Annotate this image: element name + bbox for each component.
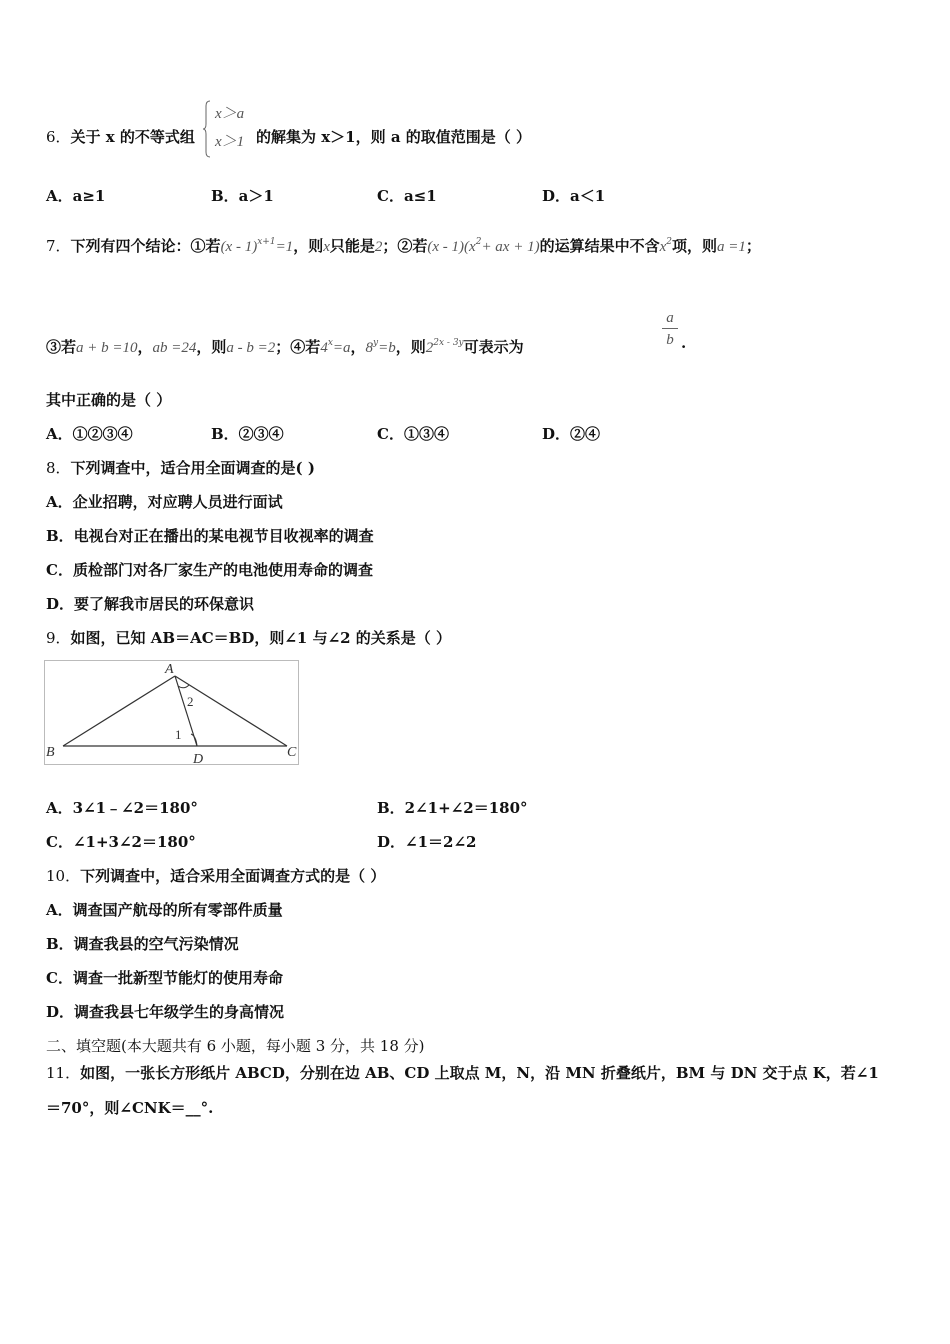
q7-fraction [662,308,678,351]
q7-option-b[interactable]: B．②③④ [211,425,284,443]
q10-option-b[interactable]: B．调查我县的空气污染情况 [46,935,239,953]
q11-line1 [46,1063,879,1083]
q7-line1 [46,232,761,257]
q6-option-b[interactable]: B．a＞1 [211,187,274,205]
q11-line2: ＝70°，则∠CNK＝__°. [46,1099,214,1117]
q7-apb: a + b =10 [76,340,138,356]
q7-expr1: (x - 1) [220,239,258,255]
q7-amb: a - b =2 [226,340,276,356]
q6-system-line2: x＞1 [215,134,245,150]
q6-option-d[interactable]: D．a＜1 [542,187,606,205]
q8-number: 8． [46,459,71,477]
q7-eight: 8 [365,340,374,356]
q7-expr2-sup: 2 [475,237,482,247]
q6-text-pre: 关于 x 的不等式组 [70,128,195,146]
q7-expr1-end: =1 [275,239,294,255]
q8-option-a[interactable]: A．企业招聘，对应聘人员进行面试 [46,493,283,511]
q11-number: 11． [46,1064,81,1082]
q7-expr2-end: + ax + 1) [481,239,540,255]
q7-x2: x [659,239,667,255]
q7-var-x: x [323,239,330,255]
q9-number: 9． [46,629,71,647]
q9-option-c[interactable]: C．∠1+3∠2＝180° [46,833,196,851]
q9-option-d[interactable]: D．∠1＝2∠2 [377,833,477,851]
q7-two: 2 [374,239,383,255]
q7-option-c[interactable]: C．①③④ [377,425,449,443]
q7-text-d: ；②若 [382,237,428,255]
q7-eq-b: =b [378,340,396,356]
q6-text-post: 的解集为 x＞1，则 a 的取值范围是（ ） [256,128,531,146]
q7-four-sup: x [327,338,333,348]
q7-comma: ， [137,338,153,356]
q7-text-e: 的运算结果中不含 [539,237,660,255]
triangle-figure [44,660,300,766]
segment-ab [63,676,175,746]
q7-semicolon: ； [745,237,761,255]
q7-line2-a: ③若 [46,338,77,356]
q7-option-a[interactable]: A．①②③④ [46,425,133,443]
q7-eq-a: =a [332,340,351,356]
label-d: D [193,752,204,766]
q7-comma-2: ， [350,338,366,356]
q7-stem2: 其中正确的是（ ） [46,391,172,409]
q7-four: 4 [320,340,328,356]
q7-text-f: 项，则 [672,237,718,255]
brace-icon [203,100,211,158]
q7-base2-sup: 2x - 3y [433,338,464,348]
q7-eight-sup: y [373,338,379,348]
q10-option-d[interactable]: D．调查我县七年级学生的身高情况 [46,1003,285,1021]
q8-option-d[interactable]: D．要了解我市居民的环保意识 [46,595,255,613]
label-c: C [287,745,297,760]
q7-frac-den: b [666,332,674,348]
q8-option-b[interactable]: B．电视台对正在播出的某电视节目收视率的调查 [46,527,374,545]
label-angle2: 2 [187,694,194,709]
q7-number: 7． [46,237,71,255]
label-angle1: 1 [175,727,182,742]
q10-option-c[interactable]: C．调查一批新型节能灯的使用寿命 [46,969,283,987]
q10-number: 10． [46,867,81,885]
q8-stem [46,458,315,478]
q7-text-b: ，则 [293,237,324,255]
q7-option-d[interactable]: D．②④ [542,425,601,443]
q7-line2 [46,333,524,358]
q7-frac-num: a [666,310,674,326]
segment-ac [175,676,287,746]
q7-line2-d: ，则 [395,338,426,356]
q7-line2-c: ；④若 [275,338,321,356]
q7-expr1-sup: x+1 [257,237,276,247]
q10-stem [46,866,385,886]
q7-base2: 2 [425,340,434,356]
section-2-heading: 二、填空题(本大题共有 6 小题，每小题 3 分，共 18 分) [46,1037,425,1055]
q9-option-a[interactable]: A．3∠1﹣∠2＝180° [46,799,198,817]
q8-option-c[interactable]: C．质检部门对各厂家生产的电池使用寿命的调查 [46,561,373,579]
q7-period: . [681,334,687,352]
q9-stem [46,628,451,648]
q6-option-a[interactable]: A．a≥1 [46,187,106,205]
q7-expr2: (x - 1)(x [427,239,476,255]
q6-system-line1: x＞a [215,106,245,122]
q8-text: 下列调查中，适合用全面调查的是( ) [70,459,315,477]
q6-number: 6． [46,128,71,146]
q6-stem [46,127,195,147]
q7-ab: ab =24 [152,340,197,356]
label-a: A [165,662,174,677]
label-b: B [46,745,55,760]
q11-text-1: 如图，一张长方形纸片 ABCD，分别在边 AB、CD 上取点 M，N，沿 MN 折叠纸片，BM 与 DN 交于点 K，若∠1 [80,1064,879,1082]
q6-option-c[interactable]: C．a≤1 [377,187,437,205]
angle2-arc [178,685,189,688]
q9-option-b[interactable]: B．2∠1+∠2＝180° [377,799,528,817]
q7-text-a: 下列有四个结论：①若 [70,237,221,255]
q9-text: 如图，已知 AB＝AC＝BD，则∠1 与∠2 的关系是（ ） [70,629,452,647]
q7-text-c: 只能是 [329,237,375,255]
q10-text: 下列调查中，适合采用全面调查方式的是（ ） [80,867,386,885]
q7-line2-b: ，则 [196,338,227,356]
q7-line2-e: 可表示为 [463,338,524,356]
q10-option-a[interactable]: A．调查国产航母的所有零部件质量 [46,901,283,919]
q7-x2-sup: 2 [666,237,673,247]
q7-a-eq: a =1 [717,239,746,255]
